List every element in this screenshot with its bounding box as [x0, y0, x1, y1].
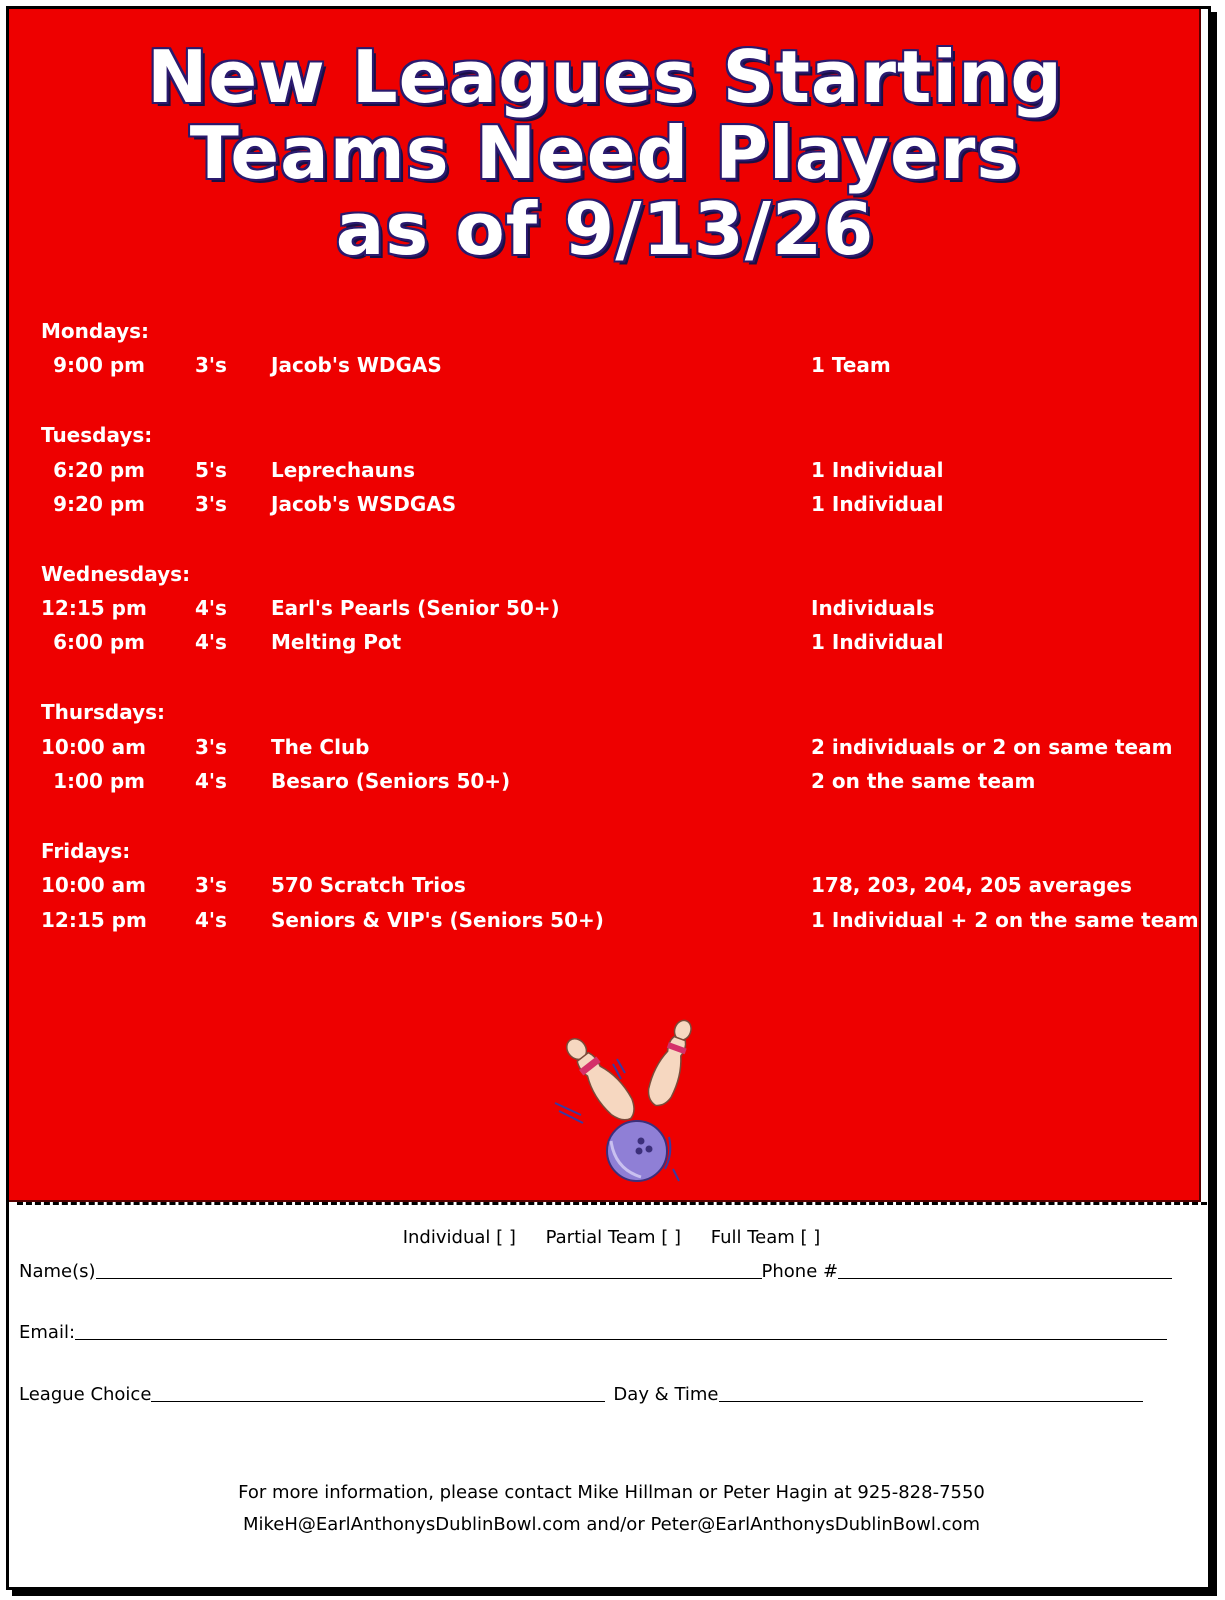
announcement-panel [9, 9, 1201, 1202]
team-size: 4's [195, 908, 227, 932]
league-daytime-row [19, 1384, 1184, 1405]
email-row [19, 1322, 1184, 1343]
contact-info [9, 1477, 1214, 1541]
league-name: Jacob's WSDGAS [271, 492, 457, 516]
day-time-label: Day & Time [613, 1384, 719, 1405]
day-label-wednesday: Wednesdays: [41, 562, 191, 586]
league-time: 12:15 pm [41, 596, 147, 620]
day-time-field[interactable] [719, 1384, 1143, 1402]
day-label-thursday: Thursdays: [41, 700, 166, 724]
day-label-tuesday: Tuesdays: [41, 423, 153, 447]
choice-individual[interactable]: Individual [ ] [402, 1227, 516, 1248]
league-row [9, 908, 1201, 936]
team-size: 3's [195, 353, 227, 377]
league-choice-field[interactable] [151, 1384, 605, 1402]
names-label: Name(s) [19, 1261, 96, 1282]
contact-line: For more information, please contact Mike Hillman or Peter Hagin at 925-828-7550 [238, 1482, 985, 1503]
league-time: 10:00 am [41, 873, 146, 897]
players-needed: 1 Individual [811, 492, 944, 516]
league-time: 6:20 pm [53, 458, 145, 482]
league-time: 6:00 pm [53, 630, 145, 654]
team-size: 3's [195, 735, 227, 759]
team-size: 3's [195, 873, 227, 897]
league-name: Jacob's WDGAS [271, 353, 442, 377]
league-row [9, 353, 1201, 381]
headline-line-3: as of 9/13/26 [335, 187, 875, 271]
league-name: Leprechauns [271, 458, 416, 482]
choice-partial-team[interactable]: Partial Team [ ] [545, 1227, 681, 1248]
league-choice-label: League Choice [19, 1384, 152, 1405]
names-phone-row [19, 1261, 1184, 1282]
players-needed: 178, 203, 204, 205 averages [811, 873, 1132, 897]
day-label-friday: Fridays: [41, 839, 131, 863]
team-size: 3's [195, 492, 227, 516]
team-size: 4's [195, 769, 227, 793]
players-needed: 1 Individual + 2 on the same team [811, 908, 1199, 932]
players-needed: 1 Individual [811, 630, 944, 654]
league-row [9, 769, 1201, 797]
contact-emails[interactable]: MikeH@EarlAnthonysDublinBowl.com and/or Peter@EarlAnthonysDublinBowl.com [242, 1514, 981, 1535]
league-row [9, 630, 1201, 658]
choice-full-team[interactable]: Full Team [ ] [710, 1227, 821, 1248]
league-row [9, 873, 1201, 901]
league-time: 10:00 am [41, 735, 146, 759]
league-time: 9:00 pm [53, 353, 145, 377]
league-row [9, 492, 1201, 520]
email-field[interactable] [75, 1322, 1167, 1340]
league-time: 1:00 pm [53, 769, 145, 793]
flyer-frame [6, 6, 1211, 1590]
bowling-pins-and-ball-icon [545, 1019, 705, 1199]
league-row [9, 458, 1201, 486]
team-size: 5's [195, 458, 227, 482]
league-name: Besaro (Seniors 50+) [271, 769, 511, 793]
team-size: 4's [195, 630, 227, 654]
players-needed: Individuals [811, 596, 935, 620]
players-needed: 2 individuals or 2 on same team [811, 735, 1173, 759]
league-name: 570 Scratch Trios [271, 873, 466, 897]
league-time: 9:20 pm [53, 492, 145, 516]
email-label: Email: [19, 1322, 76, 1343]
day-label-monday: Mondays: [41, 319, 150, 343]
league-name: Earl's Pearls (Senior 50+) [271, 596, 560, 620]
players-needed: 2 on the same team [811, 769, 1036, 793]
team-type-choices [9, 1227, 1214, 1248]
league-time: 12:15 pm [41, 908, 147, 932]
headline-line-2: Teams Need Players [189, 111, 1021, 195]
headline [9, 35, 1201, 271]
phone-label: Phone # [761, 1261, 839, 1282]
phone-field[interactable] [838, 1261, 1172, 1279]
league-name: Melting Pot [271, 630, 402, 654]
league-row [9, 596, 1201, 624]
league-row [9, 735, 1201, 763]
headline-line-1: New Leagues Starting [147, 35, 1063, 119]
league-name: Seniors & VIP's (Seniors 50+) [271, 908, 604, 932]
players-needed: 1 Team [811, 353, 891, 377]
cut-line [17, 1202, 1207, 1205]
names-field[interactable] [96, 1261, 762, 1279]
team-size: 4's [195, 596, 227, 620]
league-name: The Club [271, 735, 370, 759]
players-needed: 1 Individual [811, 458, 944, 482]
